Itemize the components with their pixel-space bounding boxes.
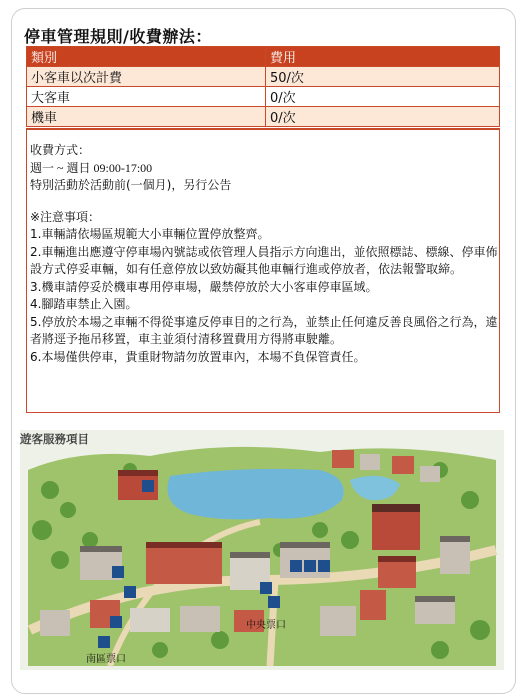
table-row [27, 67, 500, 87]
south-gate-icon [98, 636, 110, 648]
row-type: 小客車以次計費 [27, 67, 266, 87]
notice-item: 5.停放於本場之車輛不得從事違反停車目的之行為，並禁止任何違反善良風俗之行為，違者將逕予拖吊移置，車主並須付清移置費用方得將車駛離。 [30, 314, 498, 346]
central-gate-label: 中央票口 [246, 620, 286, 631]
services-heading: 遊客服務項目 [20, 432, 89, 446]
page-title: 停車管理規則/收費辦法： [24, 27, 212, 46]
central-gate-icon [268, 596, 280, 608]
notice-item: 4.腳踏車禁止入園。 [30, 297, 138, 311]
header-category: 類別 [27, 47, 266, 67]
south-gate-label: 南區票口 [86, 654, 126, 665]
notice-item: 6.本場僅供停車，貴重財物請勿放置車內，本場不負保管責任。 [30, 349, 366, 364]
notes-text [30, 142, 498, 366]
park-map [20, 430, 504, 670]
row-type: 大客車 [27, 87, 266, 107]
fee-table-header [27, 47, 500, 67]
payment-hours: 週一 ~ 週日 09:00-17:00 [30, 160, 153, 175]
lake [168, 469, 344, 519]
row-fee: 0/次 [266, 107, 500, 127]
payment-special: 特別活動於活動前(一個月)，另行公告 [30, 178, 232, 192]
row-fee: 50/次 [266, 67, 500, 87]
row-fee: 0/次 [266, 87, 500, 107]
notice-item: 2.車輛進出應遵守停車場內號誌或依管理人員指示方向進出，並依照標誌、標線、停車佈設方式停妥車輛，如有任意停放以致妨礙其他車輛行進或停放者，依法報警取締。 [30, 244, 498, 276]
row-type: 機車 [27, 107, 266, 127]
notice-list [30, 226, 498, 366]
notice-item: 1.車輛請依場區規範大小車輛位置停放整齊。 [30, 227, 270, 241]
fee-table [26, 46, 500, 127]
payment-heading: 收費方式： [30, 143, 91, 157]
header-fee: 費用 [266, 47, 500, 67]
notice-item: 3.機車請停妥於機車專用停車場，嚴禁停放於大小客車停車區域。 [30, 279, 378, 294]
notice-heading: ※注意事項： [30, 209, 101, 224]
table-row [27, 107, 500, 127]
table-row [27, 87, 500, 107]
